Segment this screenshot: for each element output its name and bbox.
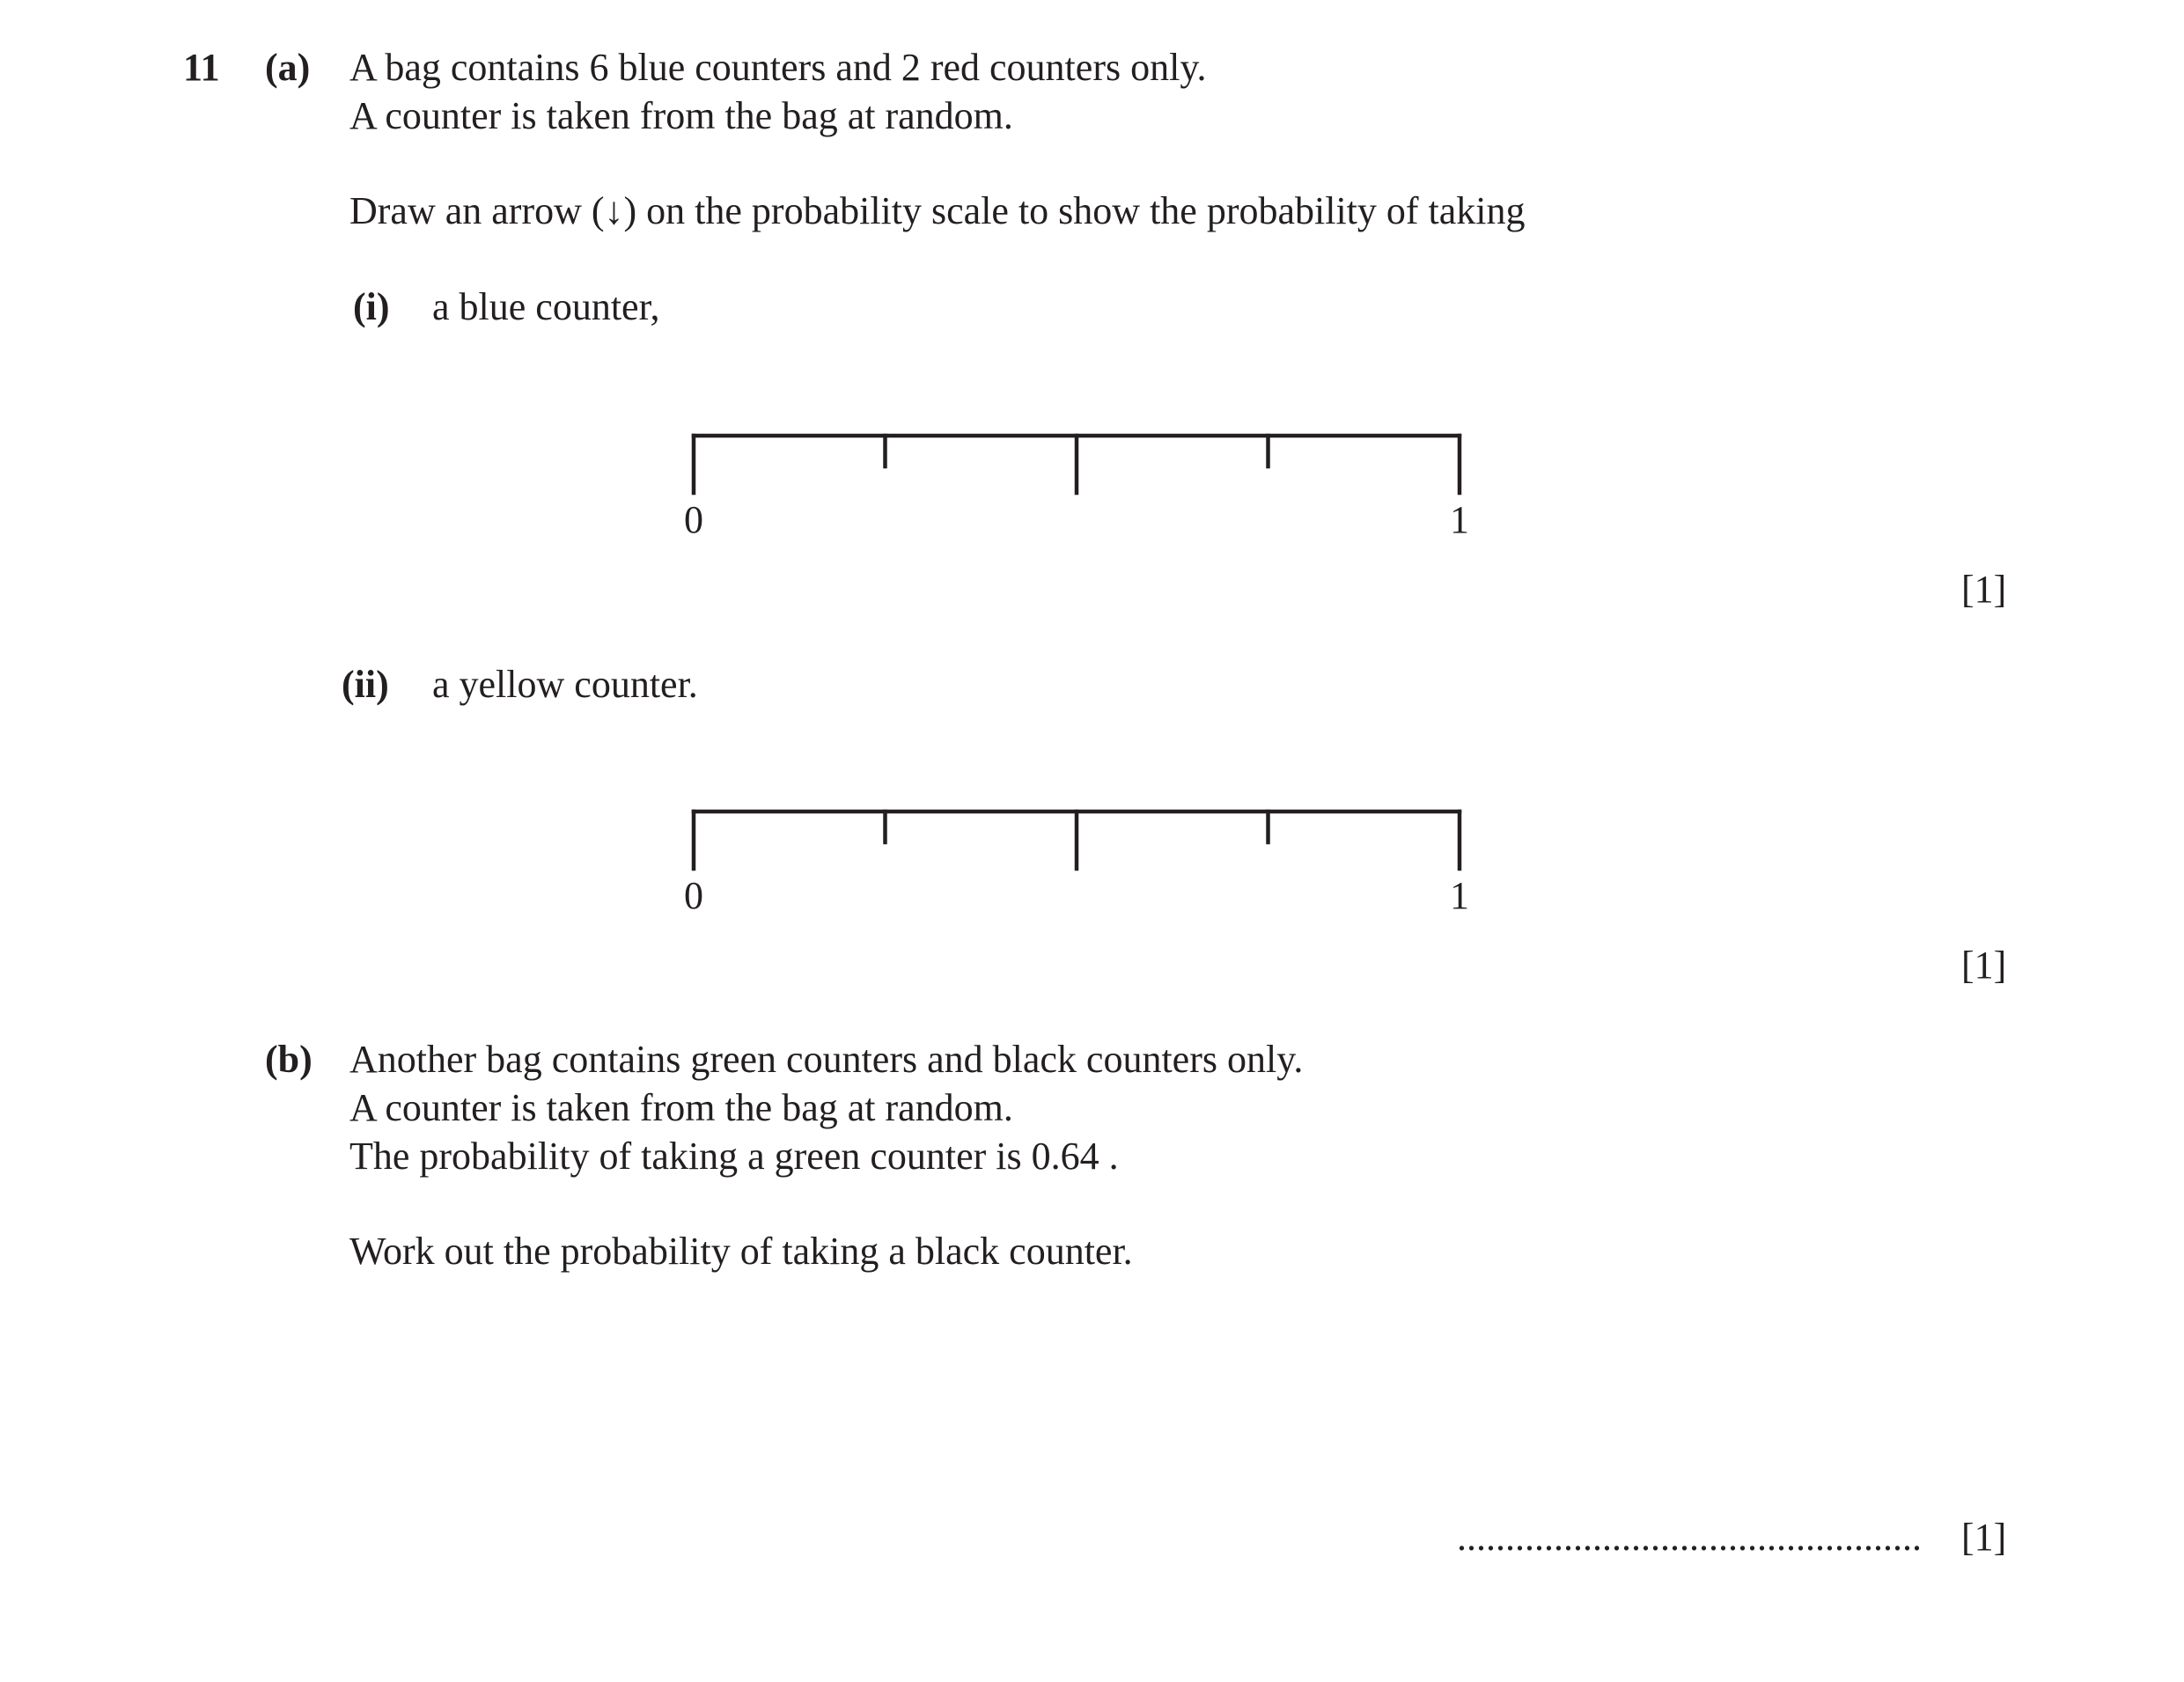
scale-ii-min-label: 0 <box>684 874 703 917</box>
question-number: 11 <box>183 46 220 89</box>
part-a-instruction: Draw an arrow (↓) on the probability scale to show the probability of taking <box>349 189 1526 232</box>
part-b-marks: [1] <box>1961 1516 2007 1559</box>
sub-i-text: a blue counter, <box>432 285 660 328</box>
scale-i-min-label: 0 <box>684 498 703 541</box>
part-b-line-1: Another bag contains green counters and black counters only. <box>349 1038 1304 1081</box>
part-b-line-3: The probability of taking a green counter is 0.64 . <box>349 1135 1119 1178</box>
scale-ii-max-label: 1 <box>1450 874 1469 917</box>
scale-i-max-label: 1 <box>1450 498 1469 541</box>
sub-i-marks: [1] <box>1961 568 2007 611</box>
sub-ii-text: a yellow counter. <box>432 663 698 706</box>
answer-line[interactable]: ................................................ <box>1457 1518 1922 1557</box>
sub-ii-label: (ii) <box>342 663 389 706</box>
part-a-line-1: A bag contains 6 blue counters and 2 red counters only. <box>349 46 1207 89</box>
part-b-line-2: A counter is taken from the bag at random. <box>349 1086 1013 1129</box>
sub-i-label: (i) <box>353 285 390 328</box>
part-b-instruction: Work out the probability of taking a black counter. <box>349 1230 1133 1273</box>
probability-scale-ii[interactable] <box>669 798 1496 930</box>
part-a-line-2: A counter is taken from the bag at random. <box>349 94 1013 137</box>
probability-scale-i[interactable] <box>669 422 1496 555</box>
sub-ii-marks: [1] <box>1961 944 2007 987</box>
part-a-label: (a) <box>265 46 311 89</box>
part-b-label: (b) <box>265 1038 313 1081</box>
